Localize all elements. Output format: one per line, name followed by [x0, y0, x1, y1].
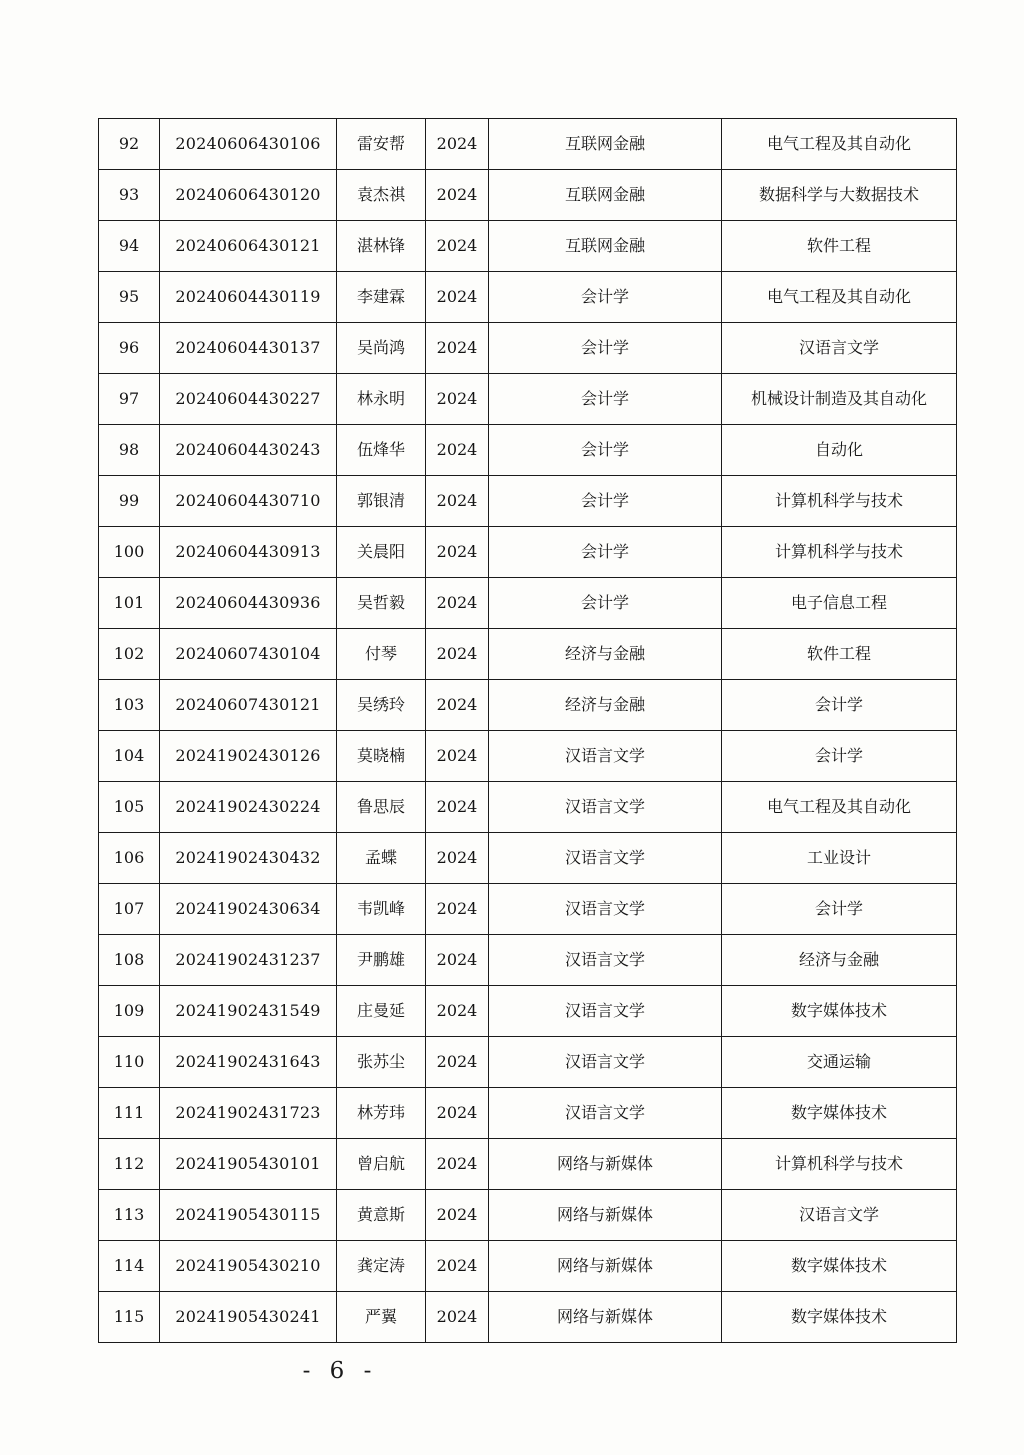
- table-row: [99, 833, 957, 884]
- row-index: 104: [99, 731, 160, 782]
- target-major: 会计学: [722, 731, 957, 782]
- original-major: 会计学: [489, 323, 722, 374]
- enrollment-year: 2024: [426, 374, 489, 425]
- original-major: 互联网金融: [489, 119, 722, 170]
- target-major: 电气工程及其自动化: [722, 782, 957, 833]
- student-name: 李建霖: [337, 272, 426, 323]
- original-major: 会计学: [489, 578, 722, 629]
- table-row: [99, 527, 957, 578]
- table-row: [99, 476, 957, 527]
- table-row: [99, 1088, 957, 1139]
- student-name: 关晨阳: [337, 527, 426, 578]
- table-row: [99, 782, 957, 833]
- original-major: 会计学: [489, 272, 722, 323]
- target-major: 数字媒体技术: [722, 1241, 957, 1292]
- original-major: 会计学: [489, 374, 722, 425]
- row-index: 94: [99, 221, 160, 272]
- student-name: 林永明: [337, 374, 426, 425]
- enrollment-year: 2024: [426, 323, 489, 374]
- student-id: 20240604430227: [160, 374, 337, 425]
- original-major: 会计学: [489, 425, 722, 476]
- table-row: [99, 578, 957, 629]
- target-major: 数据科学与大数据技术: [722, 170, 957, 221]
- target-major: 汉语言文学: [722, 1190, 957, 1241]
- row-index: 102: [99, 629, 160, 680]
- row-index: 112: [99, 1139, 160, 1190]
- row-index: 101: [99, 578, 160, 629]
- student-name: 湛林锋: [337, 221, 426, 272]
- original-major: 互联网金融: [489, 170, 722, 221]
- student-name: 曾启航: [337, 1139, 426, 1190]
- student-name: 伍烽华: [337, 425, 426, 476]
- enrollment-year: 2024: [426, 1292, 489, 1343]
- table-row: [99, 1190, 957, 1241]
- row-index: 103: [99, 680, 160, 731]
- target-major: 交通运输: [722, 1037, 957, 1088]
- row-index: 105: [99, 782, 160, 833]
- target-major: 数字媒体技术: [722, 1292, 957, 1343]
- enrollment-year: 2024: [426, 272, 489, 323]
- student-name: 吴尚鸿: [337, 323, 426, 374]
- student-id: 20241902431723: [160, 1088, 337, 1139]
- table-row: [99, 170, 957, 221]
- row-index: 108: [99, 935, 160, 986]
- row-index: 92: [99, 119, 160, 170]
- target-major: 软件工程: [722, 221, 957, 272]
- enrollment-year: 2024: [426, 170, 489, 221]
- enrollment-year: 2024: [426, 1139, 489, 1190]
- table-row: [99, 1292, 957, 1343]
- student-name: 张苏尘: [337, 1037, 426, 1088]
- row-index: 100: [99, 527, 160, 578]
- table-row: [99, 221, 957, 272]
- student-name: 黄意斯: [337, 1190, 426, 1241]
- target-major: 电气工程及其自动化: [722, 119, 957, 170]
- roster-table-container: [98, 118, 926, 1343]
- student-id: 20241902430126: [160, 731, 337, 782]
- target-major: 计算机科学与技术: [722, 527, 957, 578]
- original-major: 汉语言文学: [489, 884, 722, 935]
- table-row: [99, 272, 957, 323]
- row-index: 93: [99, 170, 160, 221]
- enrollment-year: 2024: [426, 935, 489, 986]
- original-major: 经济与金融: [489, 680, 722, 731]
- row-index: 107: [99, 884, 160, 935]
- table-row: [99, 1139, 957, 1190]
- original-major: 会计学: [489, 476, 722, 527]
- original-major: 汉语言文学: [489, 833, 722, 884]
- student-id: 20240607430121: [160, 680, 337, 731]
- enrollment-year: 2024: [426, 782, 489, 833]
- roster-table-body: [99, 119, 957, 1343]
- enrollment-year: 2024: [426, 476, 489, 527]
- target-major: 机械设计制造及其自动化: [722, 374, 957, 425]
- student-id: 20240604430119: [160, 272, 337, 323]
- student-id: 20240607430104: [160, 629, 337, 680]
- student-name: 莫晓楠: [337, 731, 426, 782]
- enrollment-year: 2024: [426, 119, 489, 170]
- roster-table: [98, 118, 957, 1343]
- target-major: 会计学: [722, 884, 957, 935]
- student-name: 吴哲毅: [337, 578, 426, 629]
- student-name: 雷安帮: [337, 119, 426, 170]
- original-major: 网络与新媒体: [489, 1139, 722, 1190]
- student-id: 20240604430936: [160, 578, 337, 629]
- original-major: 汉语言文学: [489, 935, 722, 986]
- page-number: - 6 -: [302, 1358, 378, 1384]
- enrollment-year: 2024: [426, 425, 489, 476]
- student-id: 20240604430243: [160, 425, 337, 476]
- table-row: [99, 884, 957, 935]
- student-id: 20241902430432: [160, 833, 337, 884]
- original-major: 网络与新媒体: [489, 1292, 722, 1343]
- student-id: 20241905430101: [160, 1139, 337, 1190]
- student-id: 20241902430634: [160, 884, 337, 935]
- target-major: 汉语言文学: [722, 323, 957, 374]
- target-major: 工业设计: [722, 833, 957, 884]
- student-name: 吴绣玲: [337, 680, 426, 731]
- student-name: 鲁思辰: [337, 782, 426, 833]
- table-row: [99, 1037, 957, 1088]
- row-index: 115: [99, 1292, 160, 1343]
- student-id: 20240606430106: [160, 119, 337, 170]
- original-major: 网络与新媒体: [489, 1190, 722, 1241]
- enrollment-year: 2024: [426, 884, 489, 935]
- row-index: 106: [99, 833, 160, 884]
- student-id: 20241902431237: [160, 935, 337, 986]
- student-name: 郭银清: [337, 476, 426, 527]
- student-id: 20241905430115: [160, 1190, 337, 1241]
- target-major: 电子信息工程: [722, 578, 957, 629]
- student-name: 庄曼延: [337, 986, 426, 1037]
- original-major: 会计学: [489, 527, 722, 578]
- target-major: 电气工程及其自动化: [722, 272, 957, 323]
- enrollment-year: 2024: [426, 578, 489, 629]
- original-major: 互联网金融: [489, 221, 722, 272]
- table-row: [99, 935, 957, 986]
- enrollment-year: 2024: [426, 527, 489, 578]
- target-major: 计算机科学与技术: [722, 476, 957, 527]
- student-id: 20241902430224: [160, 782, 337, 833]
- student-id: 20240604430137: [160, 323, 337, 374]
- enrollment-year: 2024: [426, 833, 489, 884]
- enrollment-year: 2024: [426, 1241, 489, 1292]
- row-index: 99: [99, 476, 160, 527]
- target-major: 数字媒体技术: [722, 986, 957, 1037]
- student-id: 20240606430121: [160, 221, 337, 272]
- target-major: 经济与金融: [722, 935, 957, 986]
- student-id: 20240604430913: [160, 527, 337, 578]
- table-row: [99, 680, 957, 731]
- original-major: 汉语言文学: [489, 731, 722, 782]
- row-index: 95: [99, 272, 160, 323]
- student-id: 20240604430710: [160, 476, 337, 527]
- original-major: 汉语言文学: [489, 1037, 722, 1088]
- table-row: [99, 425, 957, 476]
- row-index: 97: [99, 374, 160, 425]
- row-index: 109: [99, 986, 160, 1037]
- table-row: [99, 374, 957, 425]
- target-major: 会计学: [722, 680, 957, 731]
- table-row: [99, 731, 957, 782]
- row-index: 96: [99, 323, 160, 374]
- student-id: 20241902431549: [160, 986, 337, 1037]
- row-index: 111: [99, 1088, 160, 1139]
- row-index: 98: [99, 425, 160, 476]
- enrollment-year: 2024: [426, 1190, 489, 1241]
- enrollment-year: 2024: [426, 1088, 489, 1139]
- table-row: [99, 986, 957, 1037]
- table-row: [99, 1241, 957, 1292]
- student-name: 严翼: [337, 1292, 426, 1343]
- table-row: [99, 119, 957, 170]
- student-name: 付琴: [337, 629, 426, 680]
- original-major: 汉语言文学: [489, 1088, 722, 1139]
- student-name: 尹鹏雄: [337, 935, 426, 986]
- student-id: 20241905430241: [160, 1292, 337, 1343]
- enrollment-year: 2024: [426, 986, 489, 1037]
- student-id: 20241905430210: [160, 1241, 337, 1292]
- table-row: [99, 323, 957, 374]
- student-name: 袁杰祺: [337, 170, 426, 221]
- row-index: 113: [99, 1190, 160, 1241]
- student-name: 韦凯峰: [337, 884, 426, 935]
- target-major: 自动化: [722, 425, 957, 476]
- row-index: 110: [99, 1037, 160, 1088]
- original-major: 汉语言文学: [489, 782, 722, 833]
- target-major: 数字媒体技术: [722, 1088, 957, 1139]
- student-name: 孟蝶: [337, 833, 426, 884]
- table-row: [99, 629, 957, 680]
- enrollment-year: 2024: [426, 731, 489, 782]
- enrollment-year: 2024: [426, 1037, 489, 1088]
- row-index: 114: [99, 1241, 160, 1292]
- student-id: 20240606430120: [160, 170, 337, 221]
- enrollment-year: 2024: [426, 680, 489, 731]
- enrollment-year: 2024: [426, 221, 489, 272]
- enrollment-year: 2024: [426, 629, 489, 680]
- page-footer: [0, 1358, 1024, 1384]
- target-major: 计算机科学与技术: [722, 1139, 957, 1190]
- original-major: 经济与金融: [489, 629, 722, 680]
- student-name: 龚定涛: [337, 1241, 426, 1292]
- student-id: 20241902431643: [160, 1037, 337, 1088]
- student-name: 林芳玮: [337, 1088, 426, 1139]
- original-major: 汉语言文学: [489, 986, 722, 1037]
- original-major: 网络与新媒体: [489, 1241, 722, 1292]
- target-major: 软件工程: [722, 629, 957, 680]
